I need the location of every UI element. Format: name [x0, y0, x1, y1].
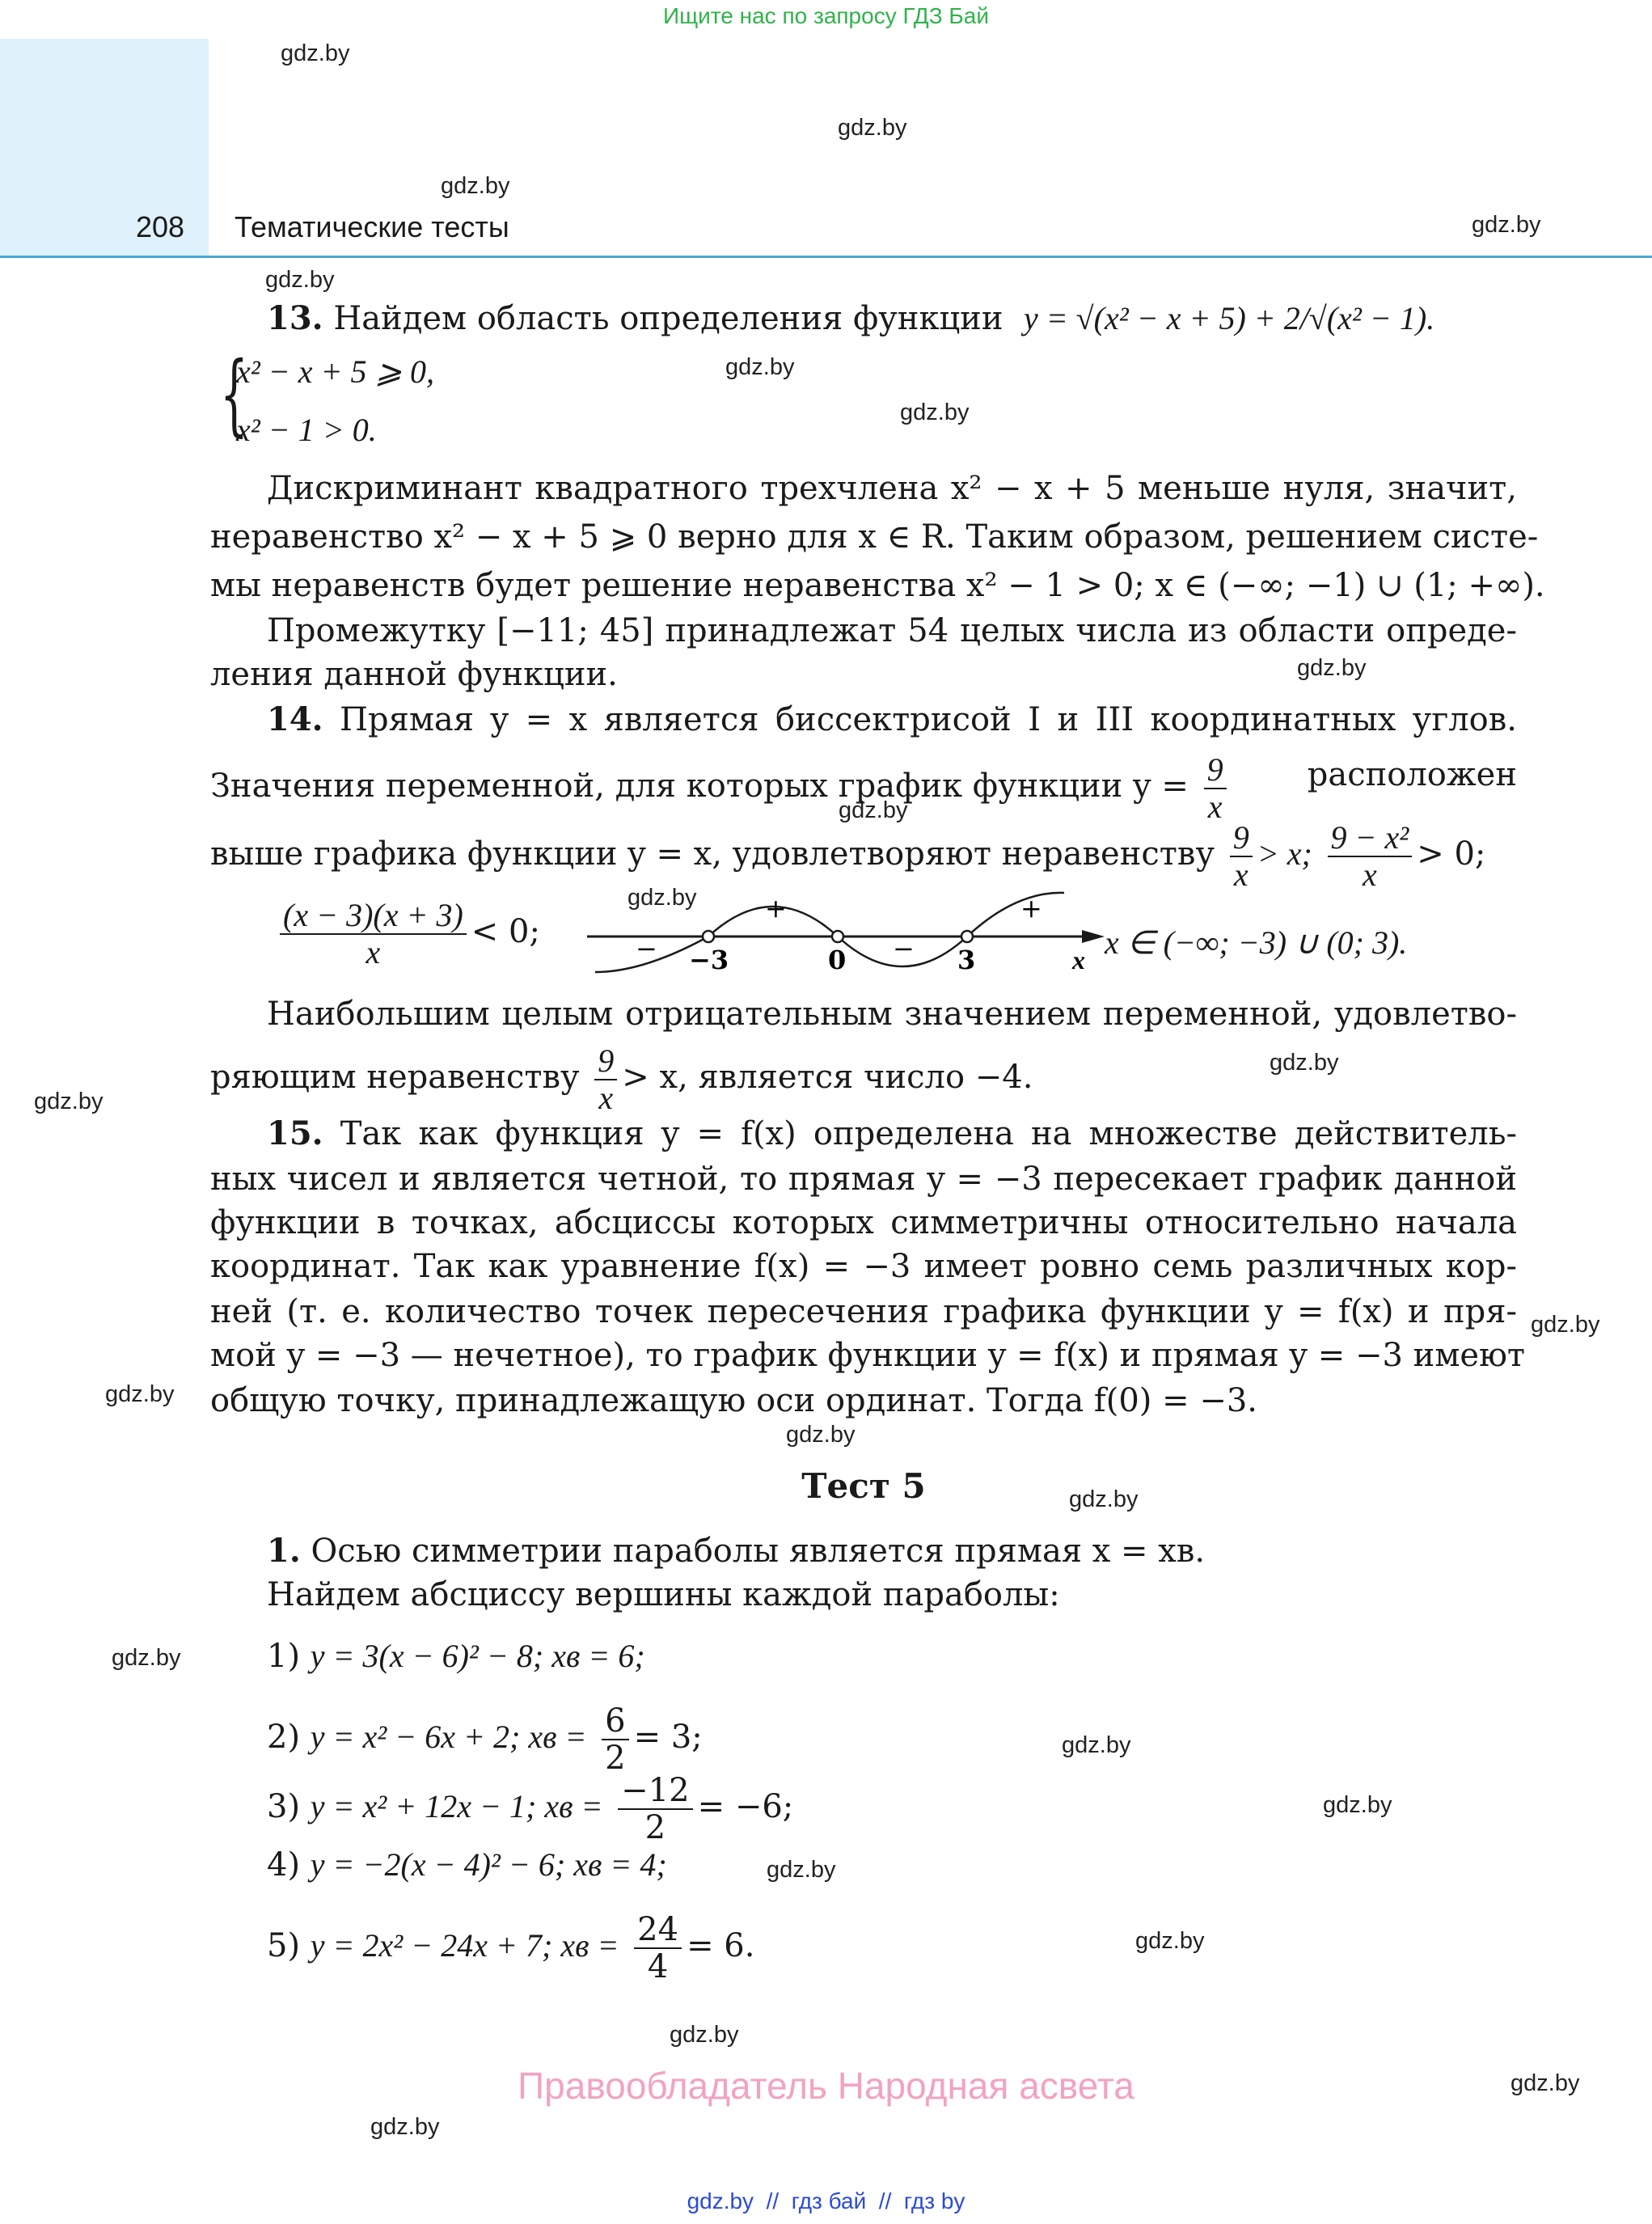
watermark: gdz.by [627, 885, 697, 911]
p13-text-line: Промежутку [−11; 45] принадлежат 54 целых числа из области опреде- [267, 612, 1517, 649]
watermark: gdz.by [281, 40, 350, 66]
test5-heading: Тест 5 [801, 1466, 926, 1506]
axis-label-x: x [1072, 945, 1085, 975]
p15-text: Так как функция y = f(x) определена на множестве действитель- [340, 1115, 1518, 1152]
watermark: gdz.by [838, 115, 907, 141]
p13-text-line: ления данной функции. [210, 656, 618, 693]
p15-line-7: общую точку, принадлежащую оси ординат. Тогда f(0) = −3. [210, 1382, 1257, 1419]
header-rule [0, 256, 1652, 258]
test5-line-2: Найдем абсциссу вершины каждой параболы: [267, 1576, 1060, 1613]
p14-text: Значения переменной, для которых график функции y = [210, 767, 1189, 805]
p13-text-line: неравенство x² − x + 5 ⩾ 0 верно для x ∈ R. Таким образом, решением систе- [210, 518, 1539, 556]
watermark: gdz.by [900, 400, 970, 425]
watermark: gdz.by [767, 1857, 836, 1883]
p15-line-6: мой y = −3 — нечетное), то график функции y = f(x) и прямая y = −3 имеют [210, 1337, 1526, 1374]
p13-number: 13. [267, 299, 323, 337]
watermark: gdz.by [1531, 1312, 1600, 1338]
fraction-6-over-2: $\frac{6}{2}$ [602, 1703, 628, 1776]
fraction-product-over-x: $\frac{(x - 3)(x + 3)}{x}$ [280, 898, 467, 970]
footer-links[interactable]: gdz.by // гдз бай // гдз by [687, 2188, 965, 2213]
test5-item-5: 5) y = 2x² − 24x + 7; xв = $\frac{24}{4}$ = 6. [267, 1911, 755, 1985]
test5-item-3: 3) y = x² + 12x − 1; xв = $\frac{-12}{2}$ = −6; [267, 1772, 794, 1846]
page-number: 208 [136, 210, 185, 243]
p13-intro: Найдем область определения функции [333, 300, 1003, 337]
p14-text: > x, является число −4. [622, 1059, 1033, 1096]
fraction-9-over-x: $\frac{9}{x}$ [594, 1043, 617, 1116]
test5-text: Осью симметрии параболы является прямая x = xв. [311, 1533, 1206, 1570]
fraction-24-over-4: $\frac{24}{4}$ [634, 1912, 682, 1985]
watermark: gdz.by [1270, 1050, 1339, 1076]
p15-line-2: ных чисел и является четной, то прямая y = −3 пересекает график данной [210, 1161, 1517, 1198]
p14-number: 14. [267, 700, 323, 738]
watermark: gdz.by [1472, 212, 1541, 238]
p13-system-line-1: x² − x + 5 ⩾ 0, [236, 353, 434, 390]
p14-line-1 [267, 697, 1517, 742]
system-brace: { [220, 342, 248, 446]
watermark: gdz.by [670, 2022, 739, 2048]
watermark: gdz.by [34, 1089, 104, 1114]
p15-line-1 [267, 1111, 1517, 1156]
test5-item-4: 4) y = −2(x − 4)² − 6; xв = 4; [267, 1846, 667, 1884]
watermark: gdz.by [441, 173, 510, 199]
watermark: gdz.by [1062, 1732, 1131, 1758]
watermark: gdz.by [105, 1381, 175, 1407]
point-label-minus-3: −3 [689, 945, 729, 975]
p14-text: Прямая y = x является биссектрисой I и III координатных углов. [340, 701, 1517, 738]
fraction-9-over-x: $\frac{9}{x}$ [1204, 752, 1227, 825]
p15-number: 15. [267, 1114, 323, 1152]
sign-plus-2: + [1020, 893, 1042, 924]
p14-answer: x ∈ (−∞; −3) ∪ (0; 3). [1105, 924, 1408, 961]
watermark: gdz.by [1510, 2070, 1580, 2096]
test5-number: 1. [267, 1532, 301, 1570]
test5-line-1 [267, 1528, 1652, 1574]
p14-text: расположен [1307, 756, 1517, 793]
p14-text: ряющим неравенству [210, 1059, 580, 1096]
point-label-0: 0 [828, 945, 847, 975]
fraction-9-minus-x2-over-x: $\frac{\text{9 − x²}}{x}$ [1328, 820, 1413, 893]
page-title: Тематические тесты [234, 210, 509, 243]
sign-chart-number-line [587, 885, 1105, 982]
p13-title-line [267, 296, 1652, 341]
watermark: gdz.by [1297, 655, 1367, 681]
point-label-3: 3 [957, 945, 976, 975]
p15-line-4: координат. Так как уравнение f(x) = −3 имеет ровно семь различных кор- [210, 1248, 1517, 1285]
p14-text: > 0; [1417, 835, 1486, 873]
p13-function: y = √(x² − x + 5) + 2/√(x² − 1). [1023, 300, 1435, 336]
fraction-minus12-over-2: $\frac{-12}{2}$ [618, 1773, 692, 1846]
p15-line-3: функции в точках, абсциссы которых симметричны относительно начала [210, 1204, 1517, 1241]
fraction-9-over-x: $\frac{9}{x}$ [1230, 820, 1253, 893]
watermark: gdz.by [725, 354, 795, 380]
watermark: gdz.by [786, 1422, 856, 1448]
p14-line-2 [210, 752, 1517, 825]
p14-text: > x; [1257, 835, 1312, 872]
watermark: gdz.by [839, 797, 908, 823]
p13-text-line: Дискриминант квадратного трехчлена x² − x + 5 меньше нуля, значит, [267, 470, 1517, 507]
watermark: gdz.by [1323, 1792, 1392, 1818]
test5-item-1: 1) y = 3(x − 6)² − 8; xв = 6; [267, 1638, 645, 1675]
watermark: gdz.by [265, 267, 335, 293]
watermark: gdz.by [1135, 1928, 1205, 1954]
rights-holder-footer: Правообладатель Народная асвета [518, 2065, 1134, 2107]
p14-line-5 [210, 1043, 1652, 1116]
watermark: gdz.by [112, 1645, 181, 1671]
p15-line-5: ней (т. е. количество точек пересечения графика функции y = f(x) и пря- [210, 1293, 1517, 1330]
sign-plus-1: + [765, 893, 787, 924]
top-banner: Ищите нас по запросу ГДЗ Бай [662, 3, 990, 28]
sign-minus-2: − [893, 933, 915, 964]
p14-text: < 0; [471, 913, 540, 950]
p13-text-line: мы неравенств будет решение неравенства x² − 1 > 0; x ∈ (−∞; −1) ∪ (1; +∞). [210, 567, 1545, 604]
p14-text: выше графика функции y = x, удовлетворяют неравенству [210, 835, 1215, 873]
watermark: gdz.by [1069, 1486, 1139, 1512]
p13-system-line-2: x² − 1 > 0. [236, 412, 377, 448]
test5-item-2: 2) y = x² − 6x + 2; xв = $\frac{6}{2}$ = 3; [267, 1702, 703, 1777]
sign-minus-1: − [636, 933, 657, 964]
p14-line-3 [210, 820, 1517, 893]
watermark: gdz.by [370, 2114, 440, 2140]
p14-line-4: Наибольшим целым отрицательным значением переменной, удовлетво- [267, 996, 1517, 1033]
